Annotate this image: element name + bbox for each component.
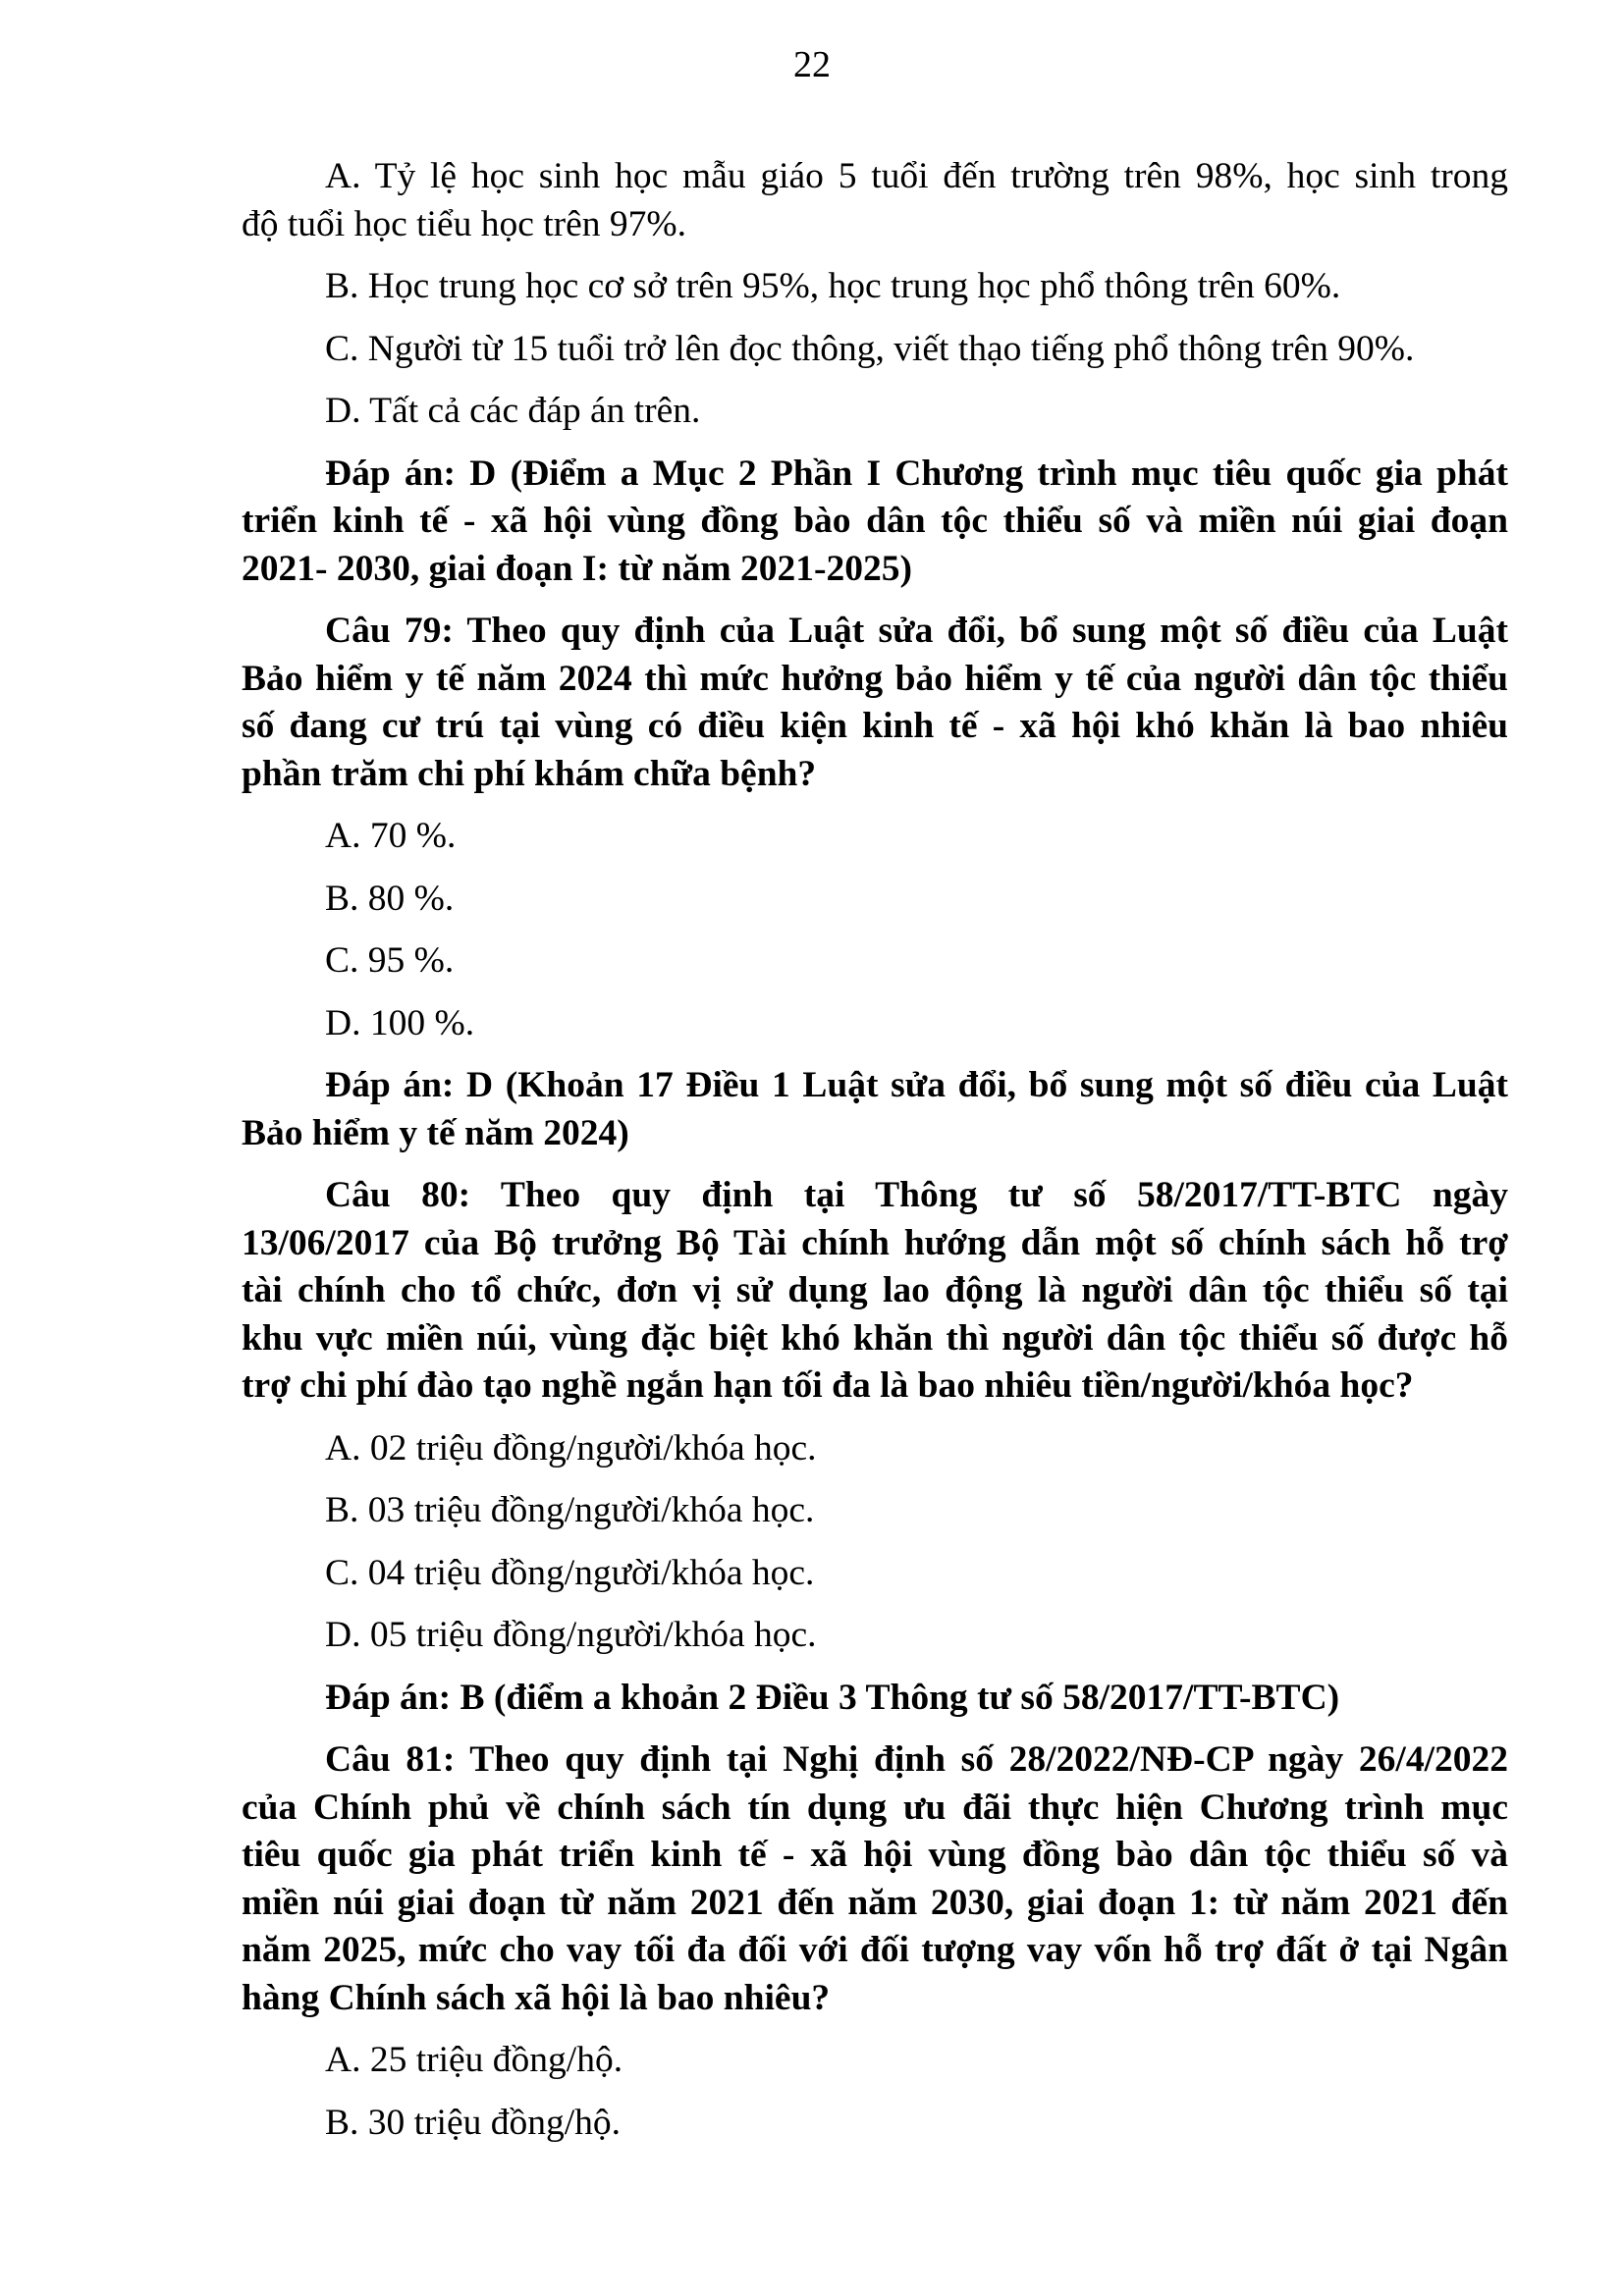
text-line: năm 2025, mức cho vay tối đa đối với đối tượng vay vốn hỗ trợ đất ở tại Ngân bbox=[242, 1930, 1508, 1970]
text-line: A. 25 triệu đồng/hộ. bbox=[325, 2040, 623, 2080]
answer-option bbox=[242, 263, 1508, 311]
text-line: B. 03 triệu đồng/người/khóa học. bbox=[325, 1490, 815, 1530]
answer-option bbox=[242, 876, 1508, 924]
text-line: khu vực miền núi, vùng đặc biệt khó khăn thì người dân tộc thiểu số được hỗ bbox=[242, 1317, 1508, 1359]
text-line: Bảo hiểm y tế năm 2024 thì mức hưởng bảo hiểm y tế của người dân tộc thiểu bbox=[242, 658, 1508, 699]
answer-option bbox=[242, 2100, 1508, 2148]
text-line: số đang cư trú tại vùng có điều kiện kinh tế - xã hội khó khăn là bao nhiêu bbox=[242, 706, 1508, 746]
text-line: A. Tỷ lệ học sinh học mẫu giáo 5 tuổi đến trường trên 98%, học sinh trong bbox=[325, 156, 1508, 196]
document-body bbox=[242, 153, 1508, 2162]
answer-option bbox=[242, 937, 1508, 986]
text-line: Câu 79: Theo quy định của Luật sửa đổi, bổ sung một số điều của Luật bbox=[325, 611, 1508, 651]
answer-option bbox=[242, 1487, 1508, 1535]
text-line: Đáp án: D (Khoản 17 Điều 1 Luật sửa đổi, bổ sung một số điều của Luật bbox=[325, 1065, 1508, 1105]
text-line: B. Học trung học cơ sở trên 95%, học trung học phổ thông trên 60%. bbox=[325, 266, 1341, 306]
text-line: Đáp án: D (Điểm a Mục 2 Phần I Chương trình mục tiêu quốc gia phát bbox=[325, 453, 1508, 494]
text-line: B. 80 %. bbox=[325, 878, 455, 919]
answer-option bbox=[242, 813, 1508, 861]
text-line: trợ chi phí đào tạo nghề ngắn hạn tối đa là bao nhiêu tiền/người/khóa học? bbox=[242, 1365, 1414, 1406]
text-line: miền núi giai đoạn từ năm 2021 đến năm 2030, giai đoạn 1: từ năm 2021 đến bbox=[242, 1882, 1508, 1923]
answer-key bbox=[242, 451, 1508, 594]
text-line: triển kinh tế - xã hội vùng đồng bào dân tộc thiểu số và miền núi giai đoạn bbox=[242, 501, 1508, 541]
text-line: C. 04 triệu đồng/người/khóa học. bbox=[325, 1552, 815, 1593]
text-line: D. 05 triệu đồng/người/khóa học. bbox=[325, 1615, 817, 1655]
page-number: 22 bbox=[793, 44, 831, 85]
text-line: độ tuổi học tiểu học trên 97%. bbox=[242, 203, 687, 244]
text-line: D. Tất cả các đáp án trên. bbox=[325, 391, 701, 431]
answer-option bbox=[242, 1425, 1508, 1473]
text-line: A. 02 triệu đồng/người/khóa học. bbox=[325, 1427, 817, 1468]
text-line: tài chính cho tổ chức, đơn vị sử dụng lao động là người dân tộc thiểu số tại bbox=[242, 1270, 1508, 1310]
text-line: C. 95 %. bbox=[325, 940, 455, 981]
text-line: C. Người từ 15 tuổi trở lên đọc thông, viết thạo tiếng phổ thông trên 90%. bbox=[325, 328, 1415, 369]
text-line: phần trăm chi phí khám chữa bệnh? bbox=[242, 753, 817, 794]
answer-key bbox=[242, 1062, 1508, 1157]
question bbox=[242, 1736, 1508, 2022]
answer-option bbox=[242, 326, 1508, 374]
answer-option bbox=[242, 153, 1508, 248]
answer-key bbox=[242, 1675, 1508, 1723]
text-line: hàng Chính sách xã hội là bao nhiêu? bbox=[242, 1977, 831, 2018]
answer-option bbox=[242, 1550, 1508, 1598]
answer-option bbox=[242, 1000, 1508, 1048]
answer-option bbox=[242, 2037, 1508, 2085]
text-line: Bảo hiểm y tế năm 2024) bbox=[242, 1112, 629, 1153]
text-line: A. 70 %. bbox=[325, 816, 457, 856]
text-line: D. 100 %. bbox=[325, 1002, 475, 1043]
text-line: của Chính phủ về chính sách tín dụng ưu đãi thực hiện Chương trình mục bbox=[242, 1787, 1508, 1828]
text-line: 13/06/2017 của Bộ trưởng Bộ Tài chính hướng dẫn một số chính sách hỗ trợ bbox=[242, 1222, 1508, 1263]
text-line: Câu 80: Theo quy định tại Thông tư số 58/2017/TT-BTC ngày bbox=[325, 1175, 1508, 1215]
text-line: Đáp án: B (điểm a khoản 2 Điều 3 Thông tư số 58/2017/TT-BTC) bbox=[325, 1677, 1340, 1718]
text-line: B. 30 triệu đồng/hộ. bbox=[325, 2102, 622, 2143]
answer-option bbox=[242, 388, 1508, 436]
answer-option bbox=[242, 1612, 1508, 1660]
question bbox=[242, 1172, 1508, 1411]
question bbox=[242, 608, 1508, 798]
text-line: 2021- 2030, giai đoạn I: từ năm 2021-2025) bbox=[242, 548, 912, 589]
text-line: Câu 81: Theo quy định tại Nghị định số 28/2022/NĐ-CP ngày 26/4/2022 bbox=[325, 1739, 1508, 1780]
text-line: tiêu quốc gia phát triển kinh tế - xã hội vùng đồng bào dân tộc thiểu số và bbox=[242, 1835, 1508, 1875]
